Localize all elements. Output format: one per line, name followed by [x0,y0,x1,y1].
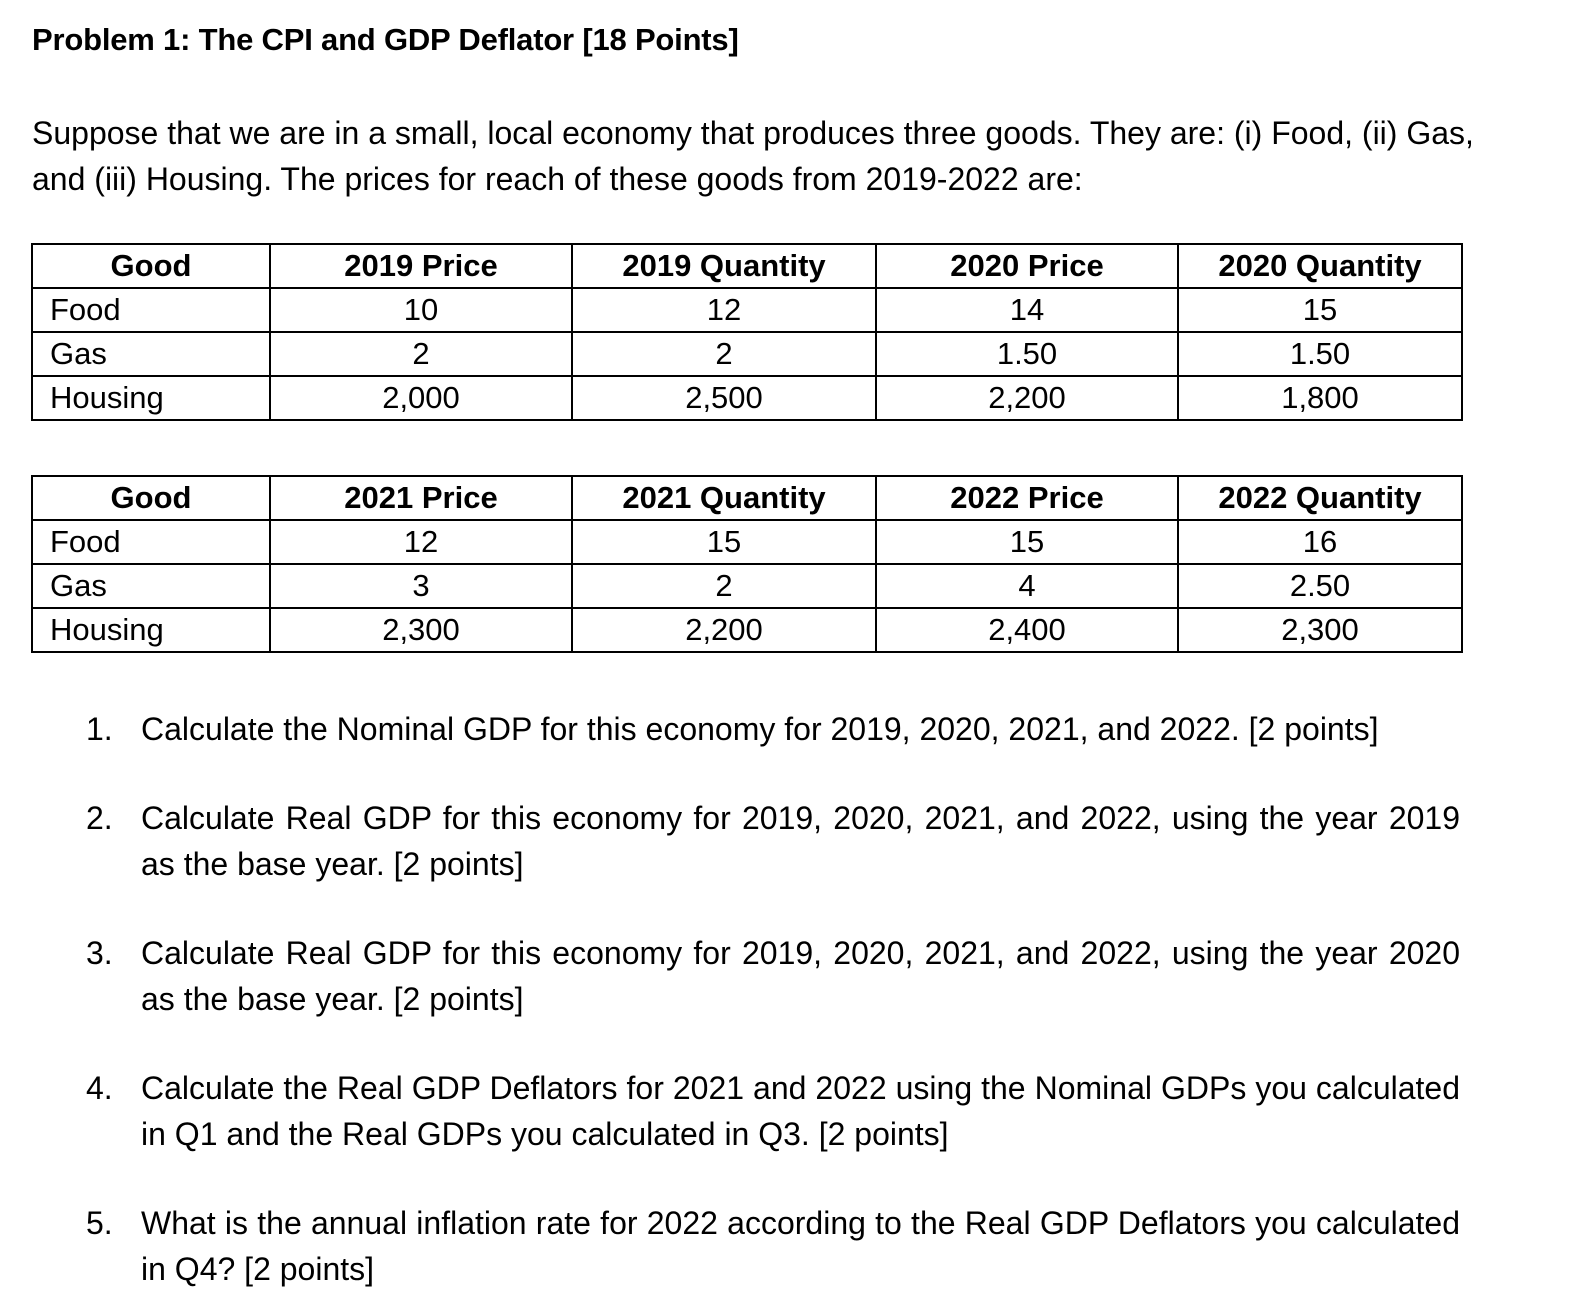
problem-title: Problem 1: The CPI and GDP Deflator [18 Points] [32,22,739,57]
good-name: Housing [32,376,270,420]
table-row [32,608,1462,652]
table-row [32,376,1462,420]
good-name: Gas [32,332,270,376]
question-item [86,1200,1460,1292]
question-list [86,706,1460,1292]
table-header-row [32,476,1462,520]
table-row [32,288,1462,332]
question-number: 5. [86,1205,113,1241]
good-name: Housing [32,608,270,652]
table-cell: 16 [1178,520,1462,564]
question-text: What is the annual inflation rate for 2022 according to the Real GDP Deflators you calculated in Q4? [2 points] [141,1205,1460,1287]
question-item [86,706,1460,752]
column-header: 2019 Price [270,244,572,288]
table-cell: 2.50 [1178,564,1462,608]
table-cell: 15 [876,520,1178,564]
good-name: Food [32,288,270,332]
table-cell: 2,400 [876,608,1178,652]
table-cell: 2 [270,332,572,376]
table-cell: 15 [572,520,876,564]
question-number: 1. [86,711,113,747]
question-text: Calculate Real GDP for this economy for 2019, 2020, 2021, and 2022, using the year 2020 as the base year. [2 points] [141,935,1460,1017]
table-row [32,520,1462,564]
table-cell: 2,000 [270,376,572,420]
table-cell: 2,300 [270,608,572,652]
table-row [32,332,1462,376]
question-number: 2. [86,800,113,836]
table-cell: 2,500 [572,376,876,420]
price-quantity-table-2021-2022 [31,475,1463,653]
table-header-row [32,244,1462,288]
table-cell: 2 [572,332,876,376]
question-text: Calculate the Nominal GDP for this economy for 2019, 2020, 2021, and 2022. [2 points] [141,711,1379,747]
question-item [86,1065,1460,1157]
table-cell: 12 [572,288,876,332]
question-text: Calculate Real GDP for this economy for 2019, 2020, 2021, and 2022, using the year 2019 as the base year. [2 points] [141,800,1460,882]
good-name: Food [32,520,270,564]
question-number: 3. [86,935,113,971]
column-header: 2022 Price [876,476,1178,520]
table-cell: 1.50 [876,332,1178,376]
column-header: 2020 Price [876,244,1178,288]
question-item [86,795,1460,887]
intro-paragraph: Suppose that we are in a small, local economy that produces three goods. They are: (i) Food, (ii) Gas, and (iii) Housing. The prices for reach of these goods from 2019-2022 are: [32,115,1474,197]
table-cell: 1,800 [1178,376,1462,420]
table-cell: 1.50 [1178,332,1462,376]
table-cell: 3 [270,564,572,608]
question-text: Calculate the Real GDP Deflators for 2021 and 2022 using the Nominal GDPs you calculated in Q1 and the Real GDPs you calculated in Q3. [2 points] [141,1070,1460,1152]
table-cell: 2,200 [572,608,876,652]
table-cell: 14 [876,288,1178,332]
table-cell: 15 [1178,288,1462,332]
column-header: Good [32,476,270,520]
table-cell: 2,300 [1178,608,1462,652]
question-number: 4. [86,1070,113,1106]
column-header: 2019 Quantity [572,244,876,288]
question-item [86,930,1460,1022]
table-cell: 2 [572,564,876,608]
good-name: Gas [32,564,270,608]
table-cell: 4 [876,564,1178,608]
column-header: 2021 Price [270,476,572,520]
column-header: 2021 Quantity [572,476,876,520]
column-header: 2020 Quantity [1178,244,1462,288]
table-cell: 12 [270,520,572,564]
column-header: 2022 Quantity [1178,476,1462,520]
table-row [32,564,1462,608]
table-cell: 2,200 [876,376,1178,420]
price-quantity-table-2019-2020 [31,243,1463,421]
table-cell: 10 [270,288,572,332]
column-header: Good [32,244,270,288]
